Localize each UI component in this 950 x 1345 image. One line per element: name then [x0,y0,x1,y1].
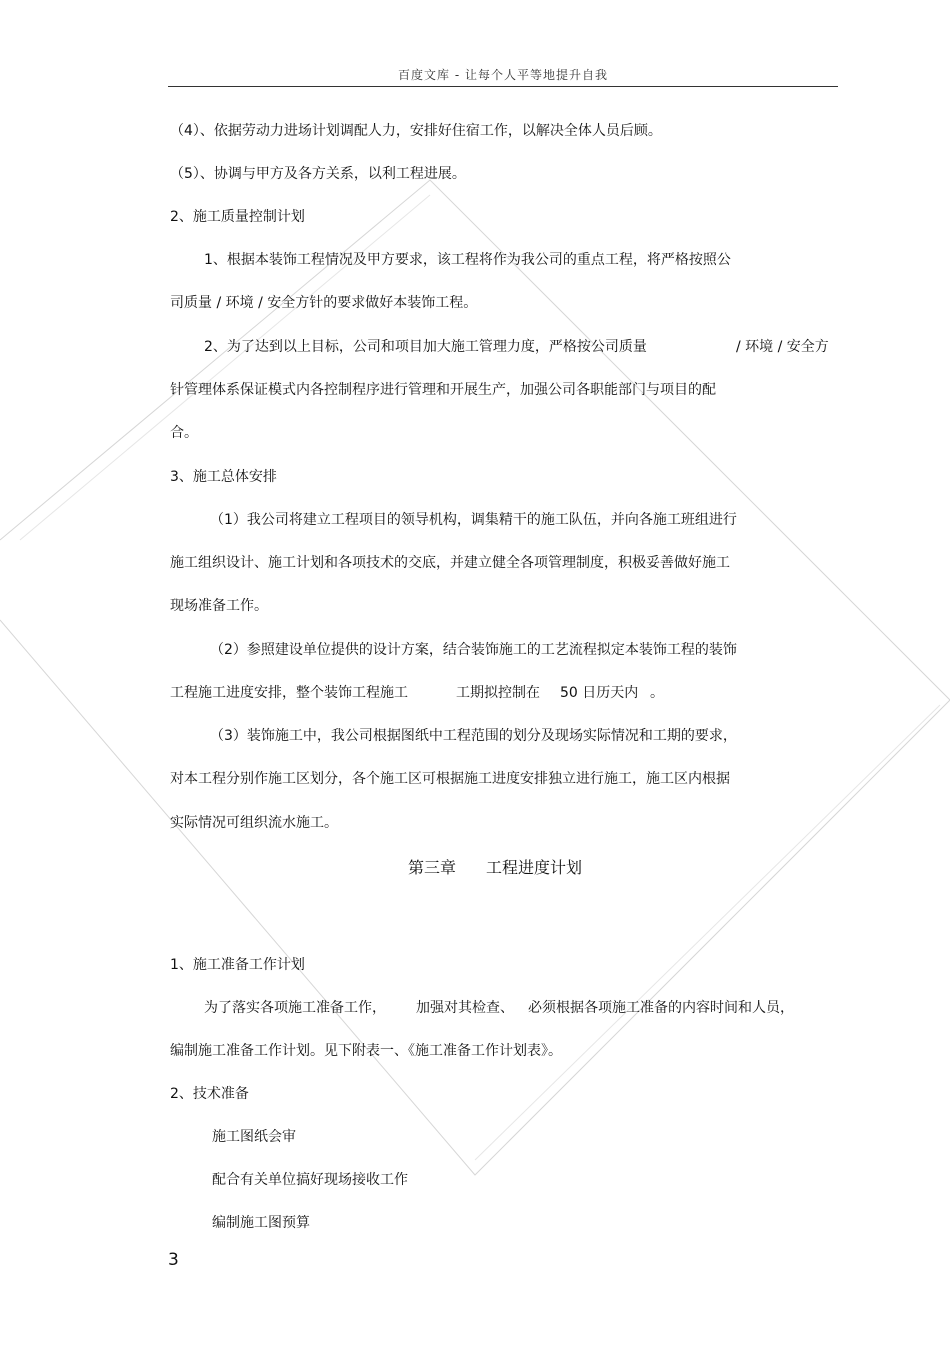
paragraph-line: （4）、依据劳动力进场计划调配人力，安排好住宿工作，以解决全体人员后顾。 [170,123,662,139]
paragraph-line: （2）参照建设单位提供的设计方案，结合装饰施工的工艺流程拟定本装饰工程的装饰 [210,642,737,658]
list-item: 施工图纸会审 [212,1129,296,1145]
page-number: 3 [168,1250,179,1270]
paragraph-line: 施工组织设计、施工计划和各项技术的交底，并建立健全各项管理制度，积极妥善做好施工 [170,555,730,571]
paragraph-line: 1、根据本装饰工程情况及甲方要求，该工程将作为我公司的重点工程，将严格按照公 [204,252,731,268]
paragraph-line: 加强对其检查、 [416,1000,514,1016]
paragraph-line: 实际情况可组织流水施工。 [170,815,338,831]
paragraph-line: 50 日历天内 [560,685,639,701]
list-item: 编制施工图预算 [212,1215,310,1231]
paragraph-line: 工期拟控制在 [456,685,540,701]
paragraph-line: （5）、协调与甲方及各方关系，以利工程进展。 [170,166,466,182]
paragraph-line: 现场准备工作。 [170,598,268,614]
paragraph-line: 为了落实各项施工准备工作， [204,1000,386,1016]
paragraph-line: 合。 [170,425,198,441]
paragraph-line: 工程施工进度安排，整个装饰工程施工 [170,685,408,701]
chapter-number: 第三章 [408,858,457,877]
paragraph-line: （1）我公司将建立工程项目的领导机构，调集精干的施工队伍，并向各施工班组进行 [210,512,737,528]
section-heading: 2、技术准备 [170,1086,249,1102]
paragraph-line: 编制施工准备工作计划。见下附表一、《施工准备工作计划表》。 [170,1043,562,1059]
header-divider [168,86,838,87]
list-item: 配合有关单位搞好现场接收工作 [212,1172,408,1188]
paragraph-line: 必须根据各项施工准备的内容时间和人员， [528,1000,794,1016]
page-header: 百度文库 - 让每个人平等地提升自我 [398,68,608,82]
paragraph-line: 。 [650,685,664,701]
chapter-title: 工程进度计划 [486,858,583,877]
section-heading: 1、施工准备工作计划 [170,957,305,973]
paragraph-line: 针管理体系保证模式内各控制程序进行管理和开展生产，加强公司各职能部门与项目的配 [170,382,716,398]
section-heading: 3、施工总体安排 [170,469,277,485]
paragraph-line: 2、为了达到以上目标，公司和项目加大施工管理力度，严格按公司质量 [204,339,647,355]
paragraph-line: / 环境 / 安全方 [736,339,829,355]
paragraph-line: 对本工程分别作施工区划分，各个施工区可根据施工进度安排独立进行施工，施工区内根据 [170,771,730,787]
section-heading: 2、施工质量控制计划 [170,209,305,225]
paragraph-line: （3）装饰施工中，我公司根据图纸中工程范围的划分及现场实际情况和工期的要求， [210,728,737,744]
paragraph-line: 司质量 / 环境 / 安全方针的要求做好本装饰工程。 [170,295,478,311]
